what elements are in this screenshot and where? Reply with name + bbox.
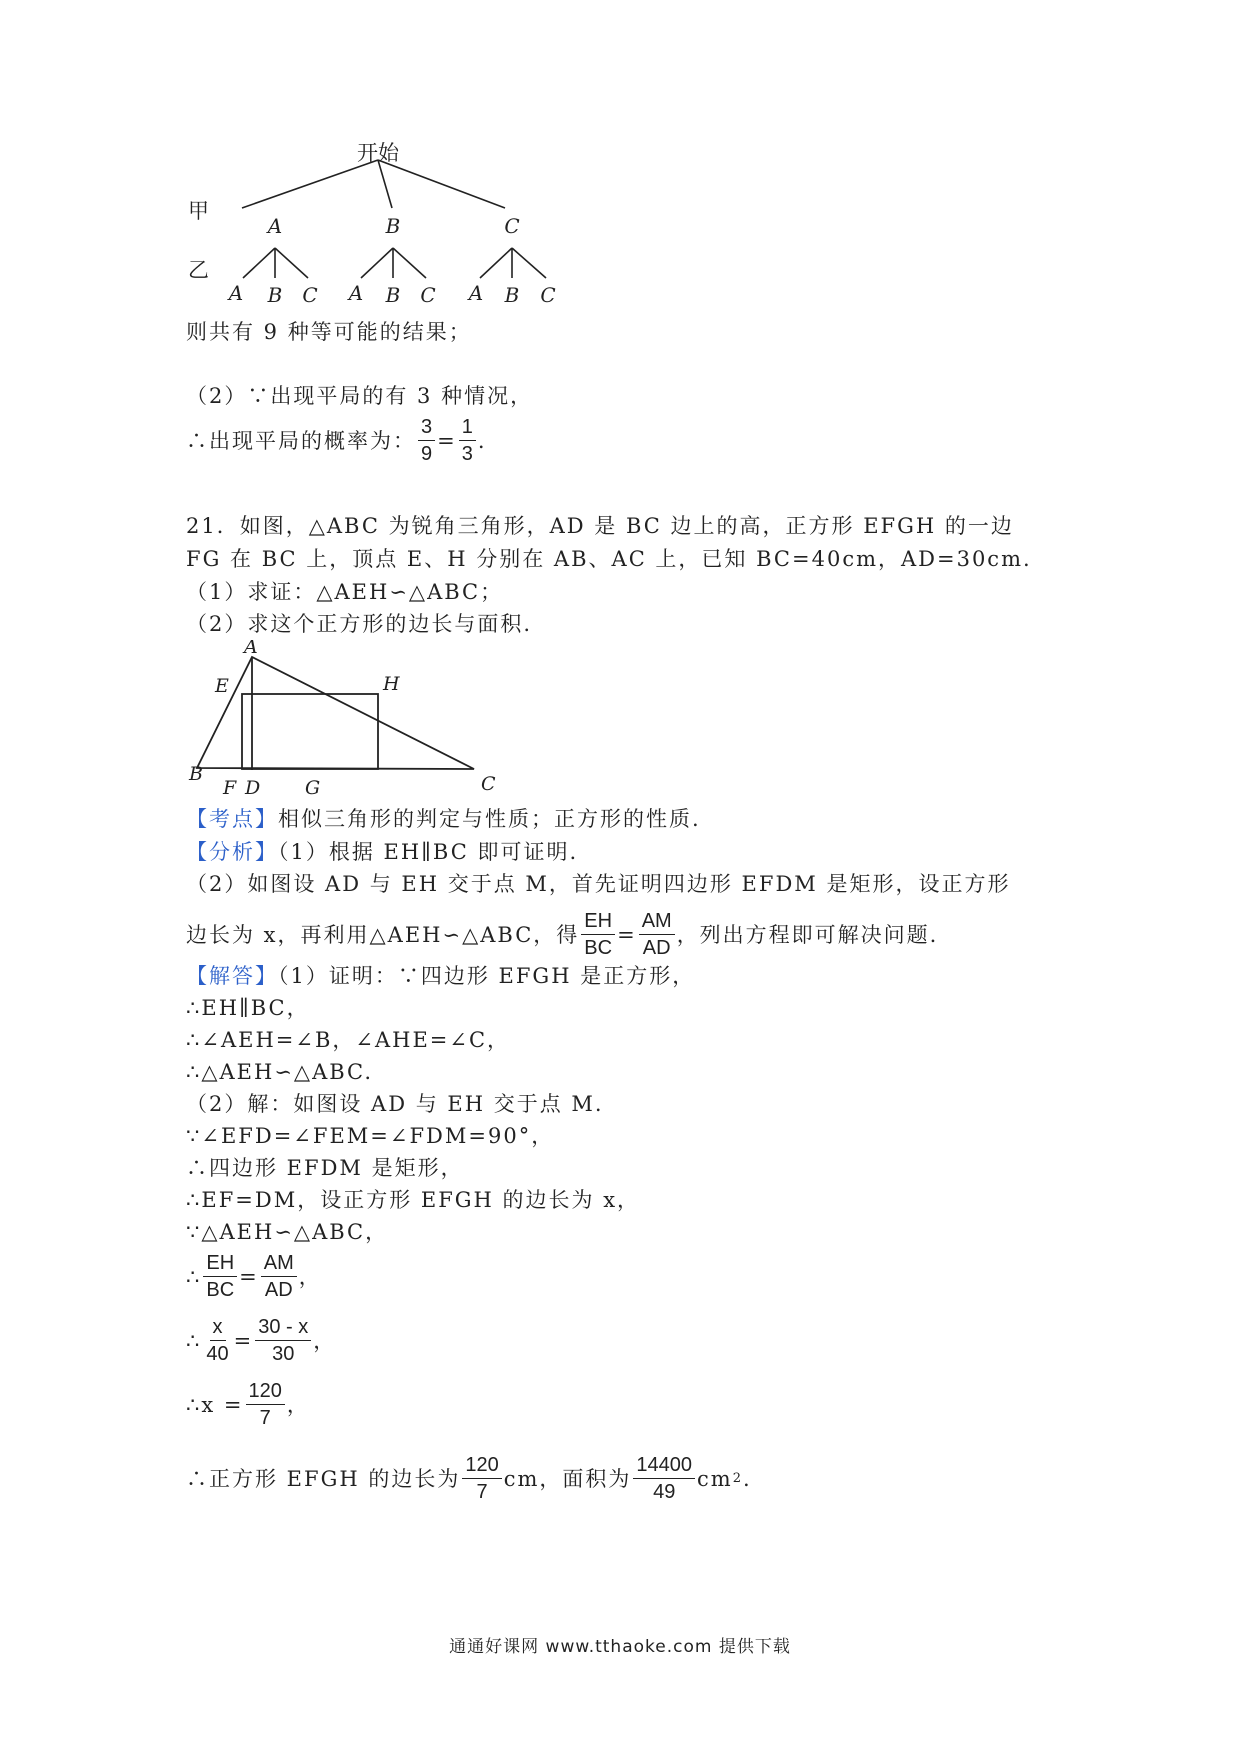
therefore-symbol: ∴ [186, 1392, 202, 1417]
tree-leaf: A [228, 281, 244, 305]
fraction-30-minus-x-over-30: $\frac{30 - x}{30}$ [255, 1314, 311, 1367]
q21-part-2: （2）求这个正方形的边长与面积. [186, 612, 533, 636]
tree-node: A [267, 214, 283, 238]
tree-edge [361, 248, 393, 278]
final-answer-line [186, 1452, 752, 1505]
tree-leaf: C [540, 283, 556, 307]
equals-sign: = [617, 922, 637, 947]
unit-cm: cm [697, 1466, 733, 1491]
tree-leaf: C [420, 283, 436, 307]
fenxi-line-1 [186, 838, 578, 866]
jieda-line-6: ∵∠EFD=∠FEM=∠FDM=90°， [186, 1124, 555, 1148]
therefore-symbol: ∴ [186, 1328, 202, 1353]
period: . [743, 1466, 752, 1491]
q21-line-2: FG 在 BC 上，顶点 E、H 分别在 AB、AC 上，已知 BC=40cm，AD=30cm. [186, 547, 1032, 571]
kaodian-text: 相似三角形的判定与性质；正方形的性质. [278, 807, 701, 831]
jieda-line-5: （2）解：如图设 AD 与 EH 交于点 M. [186, 1092, 604, 1116]
jieda-line-8: ∴EF=DM，设正方形 EFGH 的边长为 x， [186, 1188, 641, 1212]
final-answer-mid: cm，面积为 [503, 1466, 632, 1491]
tree-leaf: A [468, 281, 484, 305]
page-footer: 通通好课网 www.tthaoke.com 提供下载 [449, 1637, 791, 1657]
jieda-line-3: ∴∠AEH=∠B，∠AHE=∠C， [186, 1028, 511, 1052]
jieda-line-7: ∴四边形 EFDM 是矩形， [186, 1156, 464, 1180]
fenxi-line-2: （2）如图设 AD 与 EH 交于点 M，首先证明四边形 EFDM 是矩形，设正方形 [186, 872, 1011, 896]
label-g: G [305, 777, 321, 799]
label-f: F [223, 777, 237, 799]
final-answer-prefix: ∴正方形 EFGH 的边长为 [186, 1466, 461, 1491]
x-equals: x = [201, 1392, 244, 1417]
equation-ratio [186, 1250, 322, 1303]
fraction-120-7: $\frac{120}{7}$ [246, 1378, 285, 1431]
fraction-am-ad: $\frac{AM}{AD}$ [261, 1250, 297, 1303]
fraction-14400-49: $\frac{14400}{49}$ [633, 1452, 695, 1505]
label-e: E [215, 675, 229, 697]
tree-edge [378, 160, 392, 208]
equals-sign: = [239, 1264, 259, 1289]
comma: ， [298, 1264, 322, 1289]
unit-superscript: 2 [732, 1470, 743, 1486]
tree-edge [275, 248, 308, 278]
fraction-1-3: $\frac{1}{3}$ [459, 414, 476, 467]
tree-edge [393, 248, 426, 278]
triangle-square-figure [185, 640, 505, 800]
q21-part-1: （1）求证：△AEH∽△ABC； [186, 580, 504, 604]
tree-edge [243, 248, 275, 278]
label-h: H [383, 673, 400, 695]
fraction-120-7: $\frac{120}{7}$ [462, 1452, 501, 1505]
tree-node: B [385, 214, 401, 238]
fenxi-tag: 【分析】 [186, 840, 278, 864]
kaodian-tag: 【考点】 [186, 807, 278, 831]
q21-line-1: 21．如图，△ABC 为锐角三角形，AD 是 BC 边上的高，正方形 EFGH 的一边 [186, 514, 1014, 538]
jieda-tag: 【解答】 [186, 964, 278, 988]
jieda-line-1 [186, 962, 695, 990]
equals-sign: = [233, 1328, 254, 1353]
fraction-eh-bc: $\frac{EH}{BC}$ [203, 1250, 237, 1303]
fraction-am-ad: $\frac{AM}{AD}$ [639, 908, 675, 961]
jieda-line-4: ∴△AEH∽△ABC. [186, 1060, 374, 1084]
probability-tree-diagram [180, 140, 560, 315]
label-c: C [481, 773, 496, 795]
fraction-eh-bc: $\frac{EH}{BC}$ [581, 908, 615, 961]
tree-row-label-yi: 乙 [188, 258, 209, 282]
kaodian-line [186, 805, 701, 833]
therefore-symbol: ∴ [186, 1264, 202, 1289]
jieda-line-9: ∵△AEH∽△ABC， [186, 1220, 389, 1244]
prev-probability-prefix: ∴出现平局的概率为： [186, 428, 416, 453]
tree-leaf: B [385, 283, 401, 307]
prev-probability-line [186, 414, 487, 467]
fenxi-text-3: 边长为 x，再利用△AEH∽△ABC，得 [186, 922, 580, 947]
fenxi-text-1: （1）根据 EH∥BC 即可证明. [278, 840, 579, 864]
comma: ， [286, 1392, 310, 1417]
tree-node: C [504, 214, 520, 238]
tree-row-label-jia: 甲 [188, 199, 209, 223]
jieda-text-1: （1）证明：∵四边形 EFGH 是正方形， [278, 964, 696, 988]
comma: ， [313, 1328, 337, 1353]
tree-edge [242, 160, 378, 208]
jieda-line-2: ∴EH∥BC， [186, 996, 310, 1020]
tree-edge [512, 248, 546, 278]
fraction-3-9: $\frac{3}{9}$ [418, 414, 435, 467]
tree-leaf: A [348, 281, 364, 305]
label-b: B [189, 763, 203, 785]
period: . [477, 428, 487, 453]
tree-leaf: B [504, 283, 520, 307]
fenxi-text-3-end: ，列出方程即可解决问题. [676, 922, 939, 947]
prev-result-line: 则共有 9 种等可能的结果； [186, 320, 472, 344]
equals-sign: = [437, 428, 457, 453]
label-a: A [244, 640, 258, 658]
tree-leaf: C [302, 283, 318, 307]
fraction-x-40: $\frac{x}{40}$ [206, 1316, 229, 1365]
equation-x-value [186, 1378, 310, 1431]
tree-root: 开始 [357, 141, 399, 165]
equation-x-over-40 [186, 1314, 336, 1367]
tree-leaf: B [267, 283, 283, 307]
tree-edge [480, 248, 512, 278]
square-efgh [242, 694, 378, 769]
prev-tie-cases-line: （2）∵出现平局的有 3 种情况， [186, 384, 534, 408]
tree-edge [378, 160, 505, 208]
label-d: D [245, 777, 261, 799]
triangle-abc [197, 657, 474, 769]
fenxi-line-3 [186, 908, 938, 961]
